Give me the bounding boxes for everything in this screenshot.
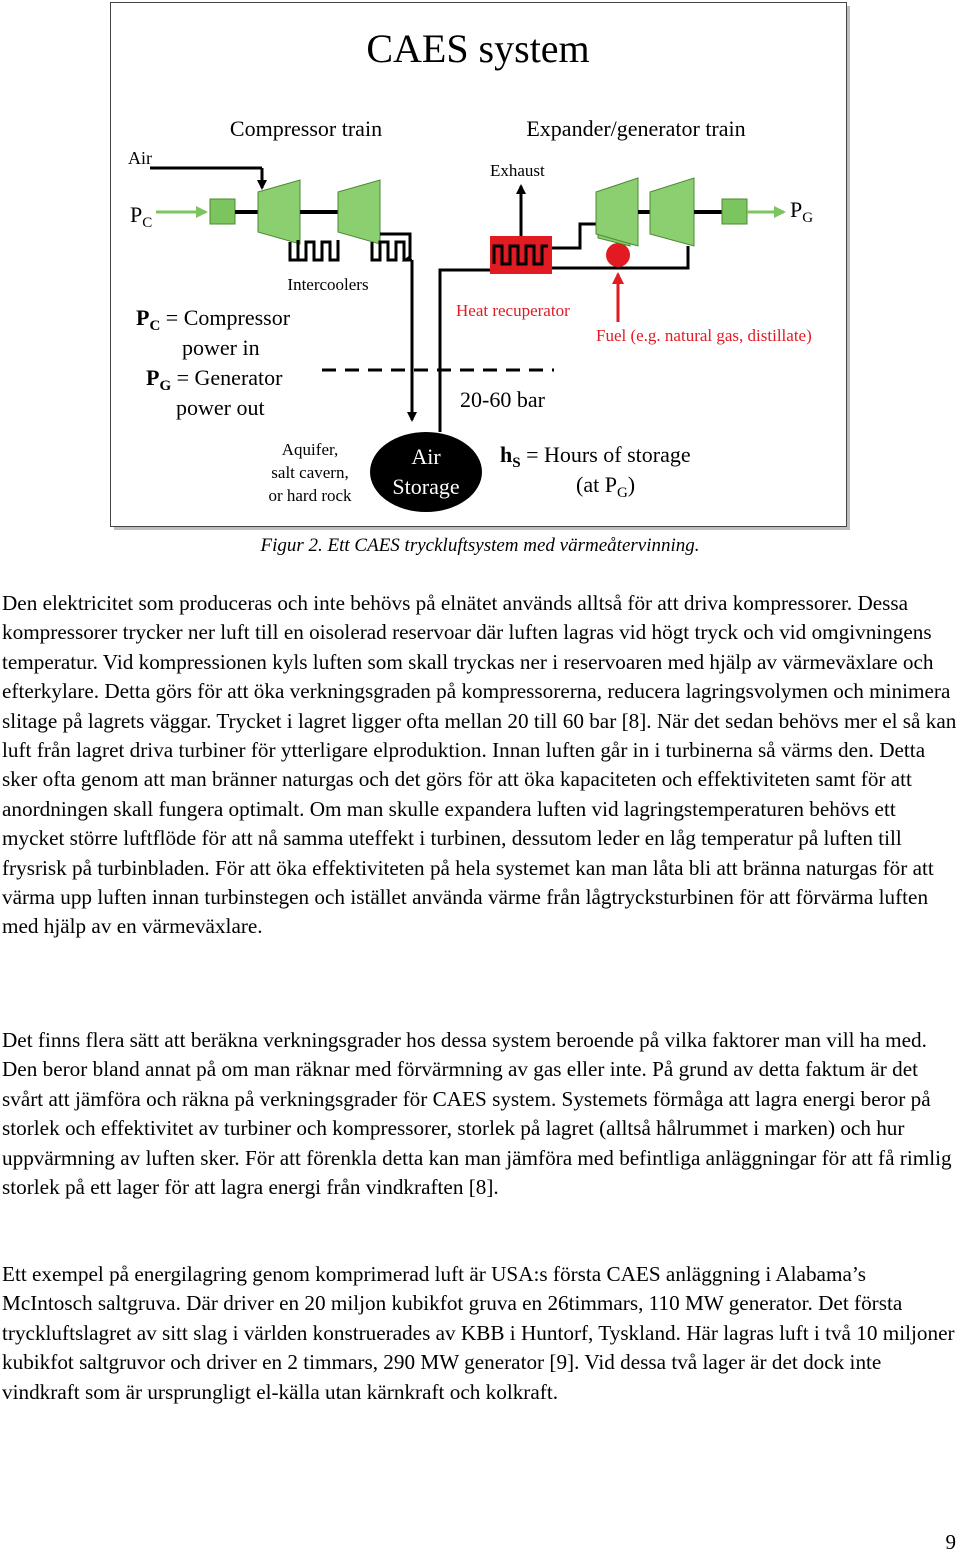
storage-line1: Air: [411, 444, 441, 469]
combustor: [606, 243, 630, 267]
hs-line2: (at $P_G$): [576, 472, 636, 501]
generator-box: [722, 199, 747, 224]
intercooler-coil: [290, 240, 338, 260]
figure-title: CAES system: [366, 26, 590, 71]
aquifer-line2: salt cavern,: [271, 463, 349, 482]
pc-label: $P_C$: [130, 202, 153, 231]
paragraph-2: Det finns flera sätt att beräkna verkningsgrader hos dessa system beroende på vilka faktorer man vill ha med. Den beror bland annat på om man räknar med förvärmning av gas eller inte. På grund av detta faktum är det svårt att jämföra och räkna på verkningsgrader för CAES system. Systemets förmåga att lagra energi beror på storlek och effektivitet av turbiner och kompressorer, storlek på lagret (alltså hålrummet i marken) och hur uppvärmning av luften sker. För att förenkla detta kan man jämföra med befintliga anläggningar för att få rimlig storlek på ett lager för att lagra energi från vindkraften [8].: [2, 1028, 952, 1200]
figure-caption: Figur 2. Ett CAES tryckluftsystem med värmeåtervinning.: [260, 535, 700, 556]
pressure-label: 20-60 bar: [460, 387, 545, 412]
aquifer-line1: Aquifer,: [281, 440, 339, 459]
page-number: 9: [945, 1530, 956, 1554]
legend-pg-line2: power out: [176, 395, 265, 420]
heat-recuperator-label: Heat recuperator: [456, 301, 570, 320]
legend-pg: $P_G$ = Generator: [146, 365, 283, 394]
motor-box: [210, 199, 235, 224]
compressor-train-label: Compressor train: [229, 116, 383, 141]
caes-figure: [110, 2, 852, 532]
paragraph-1: Den elektricitet som produceras och inte behövs på elnätet används alltså för att driva kompressorer. Dessa kompressorer trycker ner luft till en oisolerad reservoar där luften lagras vid högt tryck och vid omgivningens temperatur. Vid kompressionen kyls luften som skall tryckas ner i reservoaren med hjälp av värmeväxlare och efterkylare. Detta görs för att öka verkningsgraden på kompressorerna, reducera lagringsvolymen och minimera slitage på lagrets väggar. Trycket i lagret ligger ofta mellan 20 till 60 bar [8]. När det sedan behövs mer el så kan luft från lagret driva turbiner för ytterligare elproduktion. Innan luften går in i turbinerna så värms den. Detta sker ofta genom att man bränner naturgas och det görs för att öka kapaciteten och effektiviteten samt för att anordningen skall fungera optimalt. Om man skulle expandera luften vid lagringstemperaturen behövs ett mycket större luftflöde för att nå samma uteffekt i turbinen, dessutom leder en låg temperatur på luften till frysrisk på turbinbladen. För att öka effektiviteten på hela systemet kan man låta bli att bränna naturgas för att värma upp luften innan turbinstegen och istället använda värme från lågtrycksturbinen för att förvärma luften med hjälp av en värmeväxlare.: [2, 591, 957, 939]
exhaust-label: Exhaust: [490, 161, 545, 180]
figure-frame: [111, 3, 847, 527]
legend-pc: $P_C$ = Compressor: [136, 305, 291, 334]
intercoolers-label: Intercoolers: [287, 275, 369, 294]
hs-label: $h_S$ = Hours of storage: [500, 442, 691, 471]
fuel-label: Fuel (e.g. natural gas, distillate): [596, 326, 812, 345]
paragraph-3: Ett exempel på energilagring genom komprimerad luft är USA:s första CAES anläggning i Alabama’s McIntosch saltgruva. Där driver en 20 miljon kubikfot gruva en 26timmars, 110 MW generator. Det första tryckluftslagret av sitt slag i världen konstruerades av KBB i Huntorf, Tyskland. Här lagras luft i två 10 miljoner kubikfot saltgruvor och driver en 2 timmars, 290 MW generator [9]. Vid dessa två lager är det dock inte vindkraft som är ursprungligt el-källa utan kärnkraft och kolkraft.: [2, 1262, 955, 1404]
storage-line2: Storage: [392, 474, 460, 499]
legend-pc-line2: power in: [182, 335, 260, 360]
air-label: Air: [128, 148, 152, 168]
pg-label: $P_G$: [790, 197, 814, 226]
aquifer-line3: or hard rock: [268, 486, 352, 505]
expander-train-label: Expander/generator train: [526, 116, 746, 141]
